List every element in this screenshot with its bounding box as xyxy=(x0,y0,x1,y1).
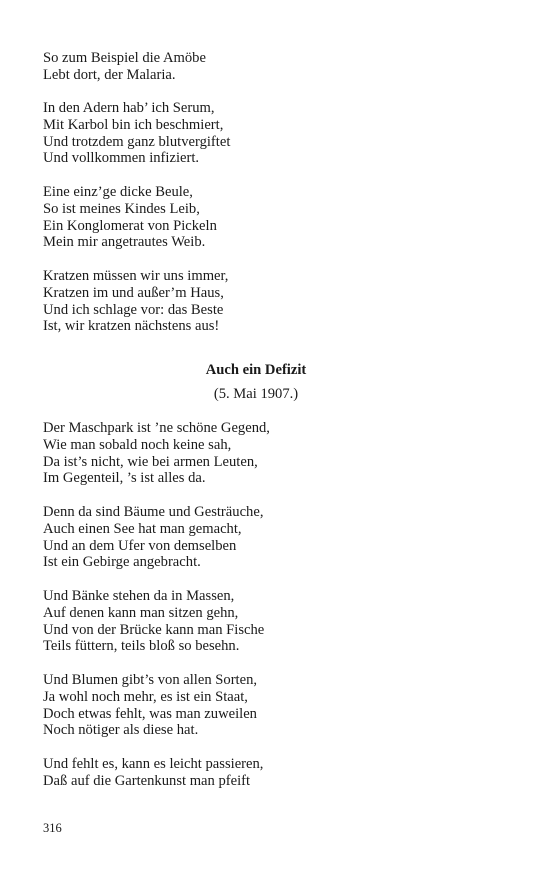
verse-line: Auch einen See hat man gemacht, xyxy=(43,520,242,537)
stanza-4 xyxy=(43,268,513,335)
stanza-8 xyxy=(43,672,513,739)
verse-line: Auf denen kann man sitzen gehn, xyxy=(43,604,239,621)
verse-line: Und ich schlage vor: das Beste xyxy=(43,301,224,318)
verse-line: Und fehlt es, kann es leicht passieren, xyxy=(43,756,264,772)
verse-line: Ist ein Gebirge angebracht. xyxy=(43,554,201,571)
verse-line: Ja wohl noch mehr, es ist ein Staat, xyxy=(43,688,248,705)
poem-title: Auch ein Defizit xyxy=(205,362,307,378)
verse-line: Der Maschpark ist ’ne schöne Gegend, xyxy=(43,420,270,436)
verse-line: Kratzen müssen wir uns immer, xyxy=(43,268,229,284)
verse-line: So ist meines Kindes Leib, xyxy=(43,200,200,217)
verse-line: Und Blumen gibt’s von allen Sorten, xyxy=(43,672,258,688)
verse-line: In den Adern hab’ ich Serum, xyxy=(43,100,215,116)
stanza-1 xyxy=(43,50,513,84)
verse-line: Mein mir angetrautes Weib. xyxy=(43,234,206,251)
page-number: 316 xyxy=(43,821,62,835)
verse-line: Daß auf die Gartenkunst man pfeift xyxy=(43,772,251,789)
verse-line: Da ist’s nicht, wie bei armen Leuten, xyxy=(43,453,258,470)
stanza-3 xyxy=(43,184,513,251)
verse-line: Lebt dort, der Malaria. xyxy=(43,66,176,83)
stanza-9 xyxy=(43,756,513,790)
verse-line: Wie man sobald noch keine sah, xyxy=(43,436,232,453)
verse-line: Und trotzdem ganz blutvergiftet xyxy=(43,133,231,150)
verse-line: Teils füttern, teils bloß so besehn. xyxy=(43,638,240,655)
verse-line: Im Gegenteil, ’s ist alles da. xyxy=(43,470,206,487)
stanza-6 xyxy=(43,504,513,571)
verse-line: Und vollkommen infiziert. xyxy=(43,150,200,167)
verse-line: Und an dem Ufer von demselben xyxy=(43,537,237,554)
verse-line: Eine einz’ge dicke Beule, xyxy=(43,184,193,200)
verse-line: Denn da sind Bäume und Gesträuche, xyxy=(43,504,264,520)
verse-line: Noch nötiger als diese hat. xyxy=(43,722,199,739)
verse-line: Ein Konglomerat von Pickeln xyxy=(43,217,217,234)
verse-line: Kratzen im und außer’m Haus, xyxy=(43,284,224,301)
stanza-5 xyxy=(43,420,513,487)
verse-line: Ist, wir kratzen nächstens aus! xyxy=(43,318,220,335)
verse-line: Mit Karbol bin ich beschmiert, xyxy=(43,116,224,133)
stanza-2 xyxy=(43,100,513,167)
verse-line: Doch etwas fehlt, was man zuweilen xyxy=(43,705,257,722)
verse-line: Und Bänke stehen da in Massen, xyxy=(43,588,235,604)
verse-line: Und von der Brücke kann man Fische xyxy=(43,621,265,638)
poem-date: (5. Mai 1907.) xyxy=(213,386,299,402)
stanza-7 xyxy=(43,588,513,655)
verse-line: So zum Beispiel die Amöbe xyxy=(43,50,206,66)
